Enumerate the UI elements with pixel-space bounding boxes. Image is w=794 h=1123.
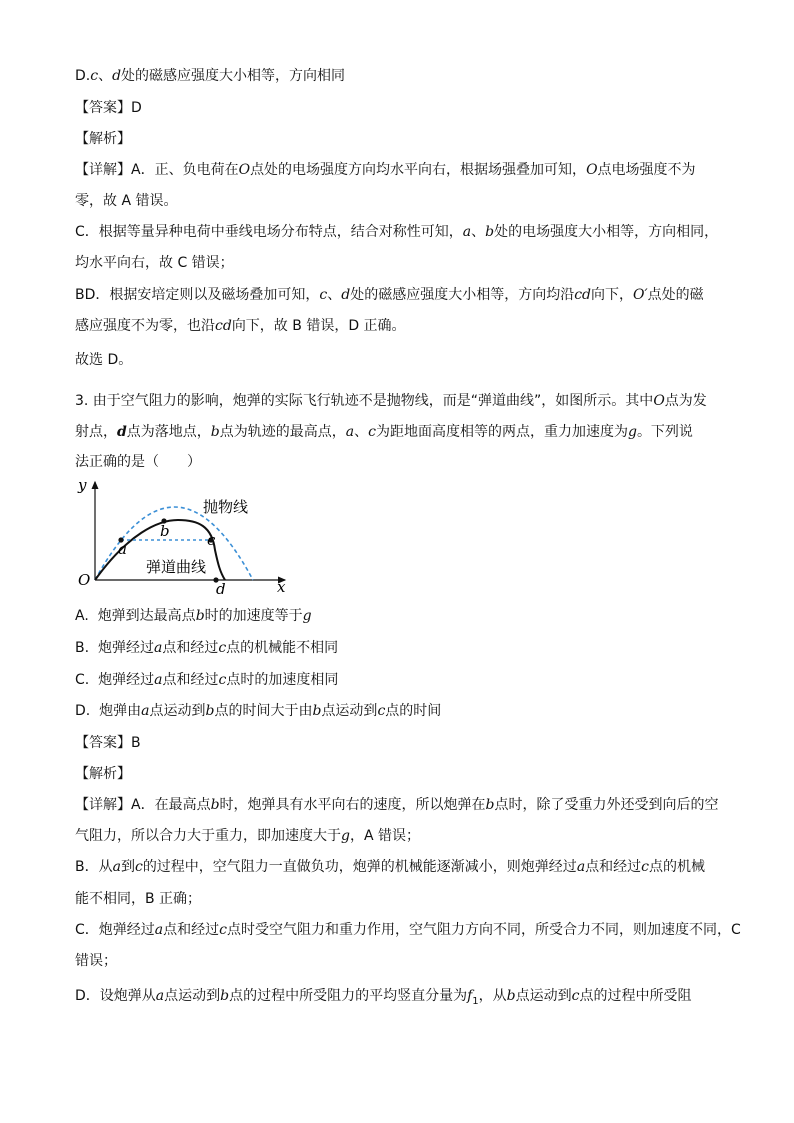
text: 时的加速度等于 <box>204 608 303 624</box>
math-var: cd <box>215 318 232 334</box>
math-var: O <box>238 162 251 178</box>
math-var: cd <box>574 287 592 303</box>
math-var: a <box>112 859 121 875</box>
text: 时，炮弹具有水平向右的速度，所以炮弹在 <box>219 797 486 813</box>
option-prefix: D. <box>75 68 91 84</box>
answer-label: 【答案】 <box>75 735 131 751</box>
point-c-label: c <box>207 531 216 549</box>
text: 点为落地点， <box>126 424 211 440</box>
math-var: c <box>219 922 227 938</box>
math-var: b <box>506 988 516 1004</box>
answer-value: B <box>131 735 141 751</box>
point-b-label: b <box>160 522 170 540</box>
text: 点运动到 <box>164 988 221 1004</box>
previous-option-d <box>75 66 345 86</box>
text: 向下，故 B 错误，D 正确。 <box>231 318 406 334</box>
text: 。下列说 <box>636 424 693 440</box>
text: 点的时间 <box>385 703 442 719</box>
option-text: 处的磁感应强度大小相等，方向相同 <box>121 68 346 84</box>
q3-detail-line-1 <box>75 795 719 815</box>
math-var: b <box>205 703 215 719</box>
math-var: O <box>586 162 598 178</box>
q2-detail-line-2: 零，故 A 错误。 <box>75 193 178 209</box>
math-var: b <box>485 224 495 240</box>
text: 炮弹由 <box>99 703 142 719</box>
math-var: c <box>218 672 227 688</box>
q2-detail-line-6 <box>75 316 406 336</box>
q3-detail-line-4: 能不相同，B 正确； <box>75 891 202 907</box>
text: 点和经过 <box>162 672 219 688</box>
q3-detail-line-3 <box>75 857 705 877</box>
q2-detail-line-3 <box>75 222 718 242</box>
trajectory-figure <box>70 476 300 600</box>
text: 点为发 <box>664 393 707 409</box>
math-var: a <box>462 224 472 240</box>
text: 点运动到 <box>321 703 378 719</box>
text: 点的过程中所受阻力的平均竖直分量为 <box>229 988 468 1004</box>
q3-detail-line-2 <box>75 826 420 846</box>
option-c <box>75 670 338 690</box>
text: 处的磁感应强度大小相等，方向均沿 <box>350 287 575 303</box>
q3-stem-line-2 <box>75 422 693 442</box>
text: B．从 <box>75 859 113 875</box>
text: 为距地面高度相等的两点，重力加速度为 <box>375 424 628 440</box>
separator: 、 <box>471 224 486 240</box>
math-var: O′ <box>633 287 648 303</box>
separator: 、 <box>327 287 342 303</box>
math-var: d <box>112 68 122 84</box>
text: ，A 错误； <box>349 828 420 844</box>
q3-answer <box>75 733 141 753</box>
option-prefix: A. <box>75 608 89 624</box>
q2-detail-line-4: 均水平向右，故 C 错误； <box>75 255 234 271</box>
text: 点电场强度不为 <box>597 162 696 178</box>
q3-analysis-label: 【解析】 <box>75 766 131 782</box>
text: 【详解】A．正、负电荷在 <box>75 162 239 178</box>
text: 气阻力，所以合力大于重力，即加速度大于 <box>75 828 341 844</box>
math-var: c <box>319 287 328 303</box>
q3-stem-line-3: 法正确的是（ ） <box>75 454 201 470</box>
separator: 、 <box>354 424 369 440</box>
text: 点处的磁 <box>647 287 704 303</box>
text: 点时的加速度相同 <box>226 672 339 688</box>
point-a-label: a <box>118 540 127 558</box>
math-subscript: 1 <box>472 995 479 1007</box>
q2-conclusion: 故选 D。 <box>75 352 133 368</box>
q2-analysis-label: 【解析】 <box>75 131 131 147</box>
math-var: c <box>368 424 376 440</box>
q2-answer <box>75 98 142 118</box>
answer-value: D <box>131 100 142 116</box>
math-var: g <box>627 424 637 440</box>
text: 点的过程中所受阻 <box>579 988 692 1004</box>
text: 3. 由于空气阻力的影响，炮弹的实际飞行轨迹不是抛物线，而是“弹道曲线”，如图所示。其中 <box>75 393 654 409</box>
math-var: a <box>345 424 355 440</box>
math-var: c <box>90 68 99 84</box>
option-b <box>75 638 338 658</box>
text: 点和经过 <box>163 922 220 938</box>
text: 点和经过 <box>162 640 219 656</box>
math-var: b <box>312 703 322 719</box>
x-axis-label: x <box>277 578 286 596</box>
text: 点时受空气阻力和重力作用，空气阻力方向不同，所受合力不同，则加速度不同，C <box>226 922 741 938</box>
text: 点运动到 <box>515 988 572 1004</box>
option-prefix: B. <box>75 640 90 656</box>
math-var: f <box>467 988 473 1004</box>
math-var: c <box>571 988 580 1004</box>
text: 射点， <box>75 424 117 440</box>
math-var: O <box>653 393 665 409</box>
option-d <box>75 701 441 721</box>
option-a <box>75 606 312 626</box>
text: 感应强度不为零，也沿 <box>75 318 215 334</box>
q3-detail-line-5 <box>75 920 741 940</box>
point-d-label: d <box>216 580 226 598</box>
text: 【详解】A．在最高点 <box>75 797 211 813</box>
math-var: a <box>141 703 150 719</box>
text: C．根据等量异种电荷中垂线电场分布特点，结合对称性可知， <box>75 224 463 240</box>
q3-detail-line-6: 错误； <box>75 953 117 969</box>
math-var: c <box>641 859 650 875</box>
q3-stem-line-1 <box>75 391 707 411</box>
text: C．炮弹经过 <box>75 922 155 938</box>
text: 炮弹经过 <box>98 672 155 688</box>
origin-label: O <box>78 571 91 589</box>
math-var: g <box>302 608 312 624</box>
q3-detail-line-7 <box>75 986 691 1012</box>
text: 点运动到 <box>149 703 206 719</box>
math-var: b <box>195 608 205 624</box>
math-var: d <box>341 287 351 303</box>
text: 点的机械能不相同 <box>226 640 339 656</box>
text: 处的电场强度大小相等，方向相同， <box>494 224 719 240</box>
math-var: a <box>576 859 586 875</box>
math-var: a <box>154 922 164 938</box>
text: 的过程中，空气阻力一直做负功，炮弹的机械能逐渐减小，则炮弹经过 <box>142 859 577 875</box>
math-var: a <box>154 672 163 688</box>
text: BD．根据安培定则以及磁场叠加可知， <box>75 287 320 303</box>
math-var: d <box>117 424 127 440</box>
separator: 、 <box>98 68 113 84</box>
text: 炮弹经过 <box>97 640 154 656</box>
text: 点处的电场强度方向均水平向右，根据场强叠加可知， <box>250 162 587 178</box>
math-var: a <box>153 640 163 656</box>
ballistic-label: 弹道曲线 <box>146 558 207 576</box>
math-var: b <box>485 797 495 813</box>
text: 点为轨迹的最高点， <box>219 424 346 440</box>
q2-detail-line-5 <box>75 285 704 305</box>
option-prefix: D. <box>75 703 91 719</box>
math-var: b <box>210 797 220 813</box>
text: 点的时间大于由 <box>214 703 313 719</box>
answer-label: 【答案】 <box>75 100 131 116</box>
text: ，从 <box>478 988 507 1004</box>
q2-detail-line-1 <box>75 160 696 180</box>
text: 炮弹到达最高点 <box>97 608 196 624</box>
text: 点和经过 <box>585 859 642 875</box>
text: 点的机械 <box>649 859 706 875</box>
option-prefix: C. <box>75 672 90 688</box>
math-var: c <box>134 859 143 875</box>
text: 点时，除了受重力外还受到向后的空 <box>494 797 719 813</box>
y-axis-label: y <box>78 476 87 494</box>
math-var: b <box>220 988 230 1004</box>
text: D．设炮弹从 <box>75 988 156 1004</box>
math-var: c <box>377 703 386 719</box>
text: 向下， <box>591 287 634 303</box>
math-var: a <box>155 988 165 1004</box>
text: 到 <box>120 859 135 875</box>
math-var: g <box>341 828 350 844</box>
parabola-label: 抛物线 <box>203 498 249 516</box>
math-var: b <box>210 424 220 440</box>
math-var: c <box>218 640 227 656</box>
